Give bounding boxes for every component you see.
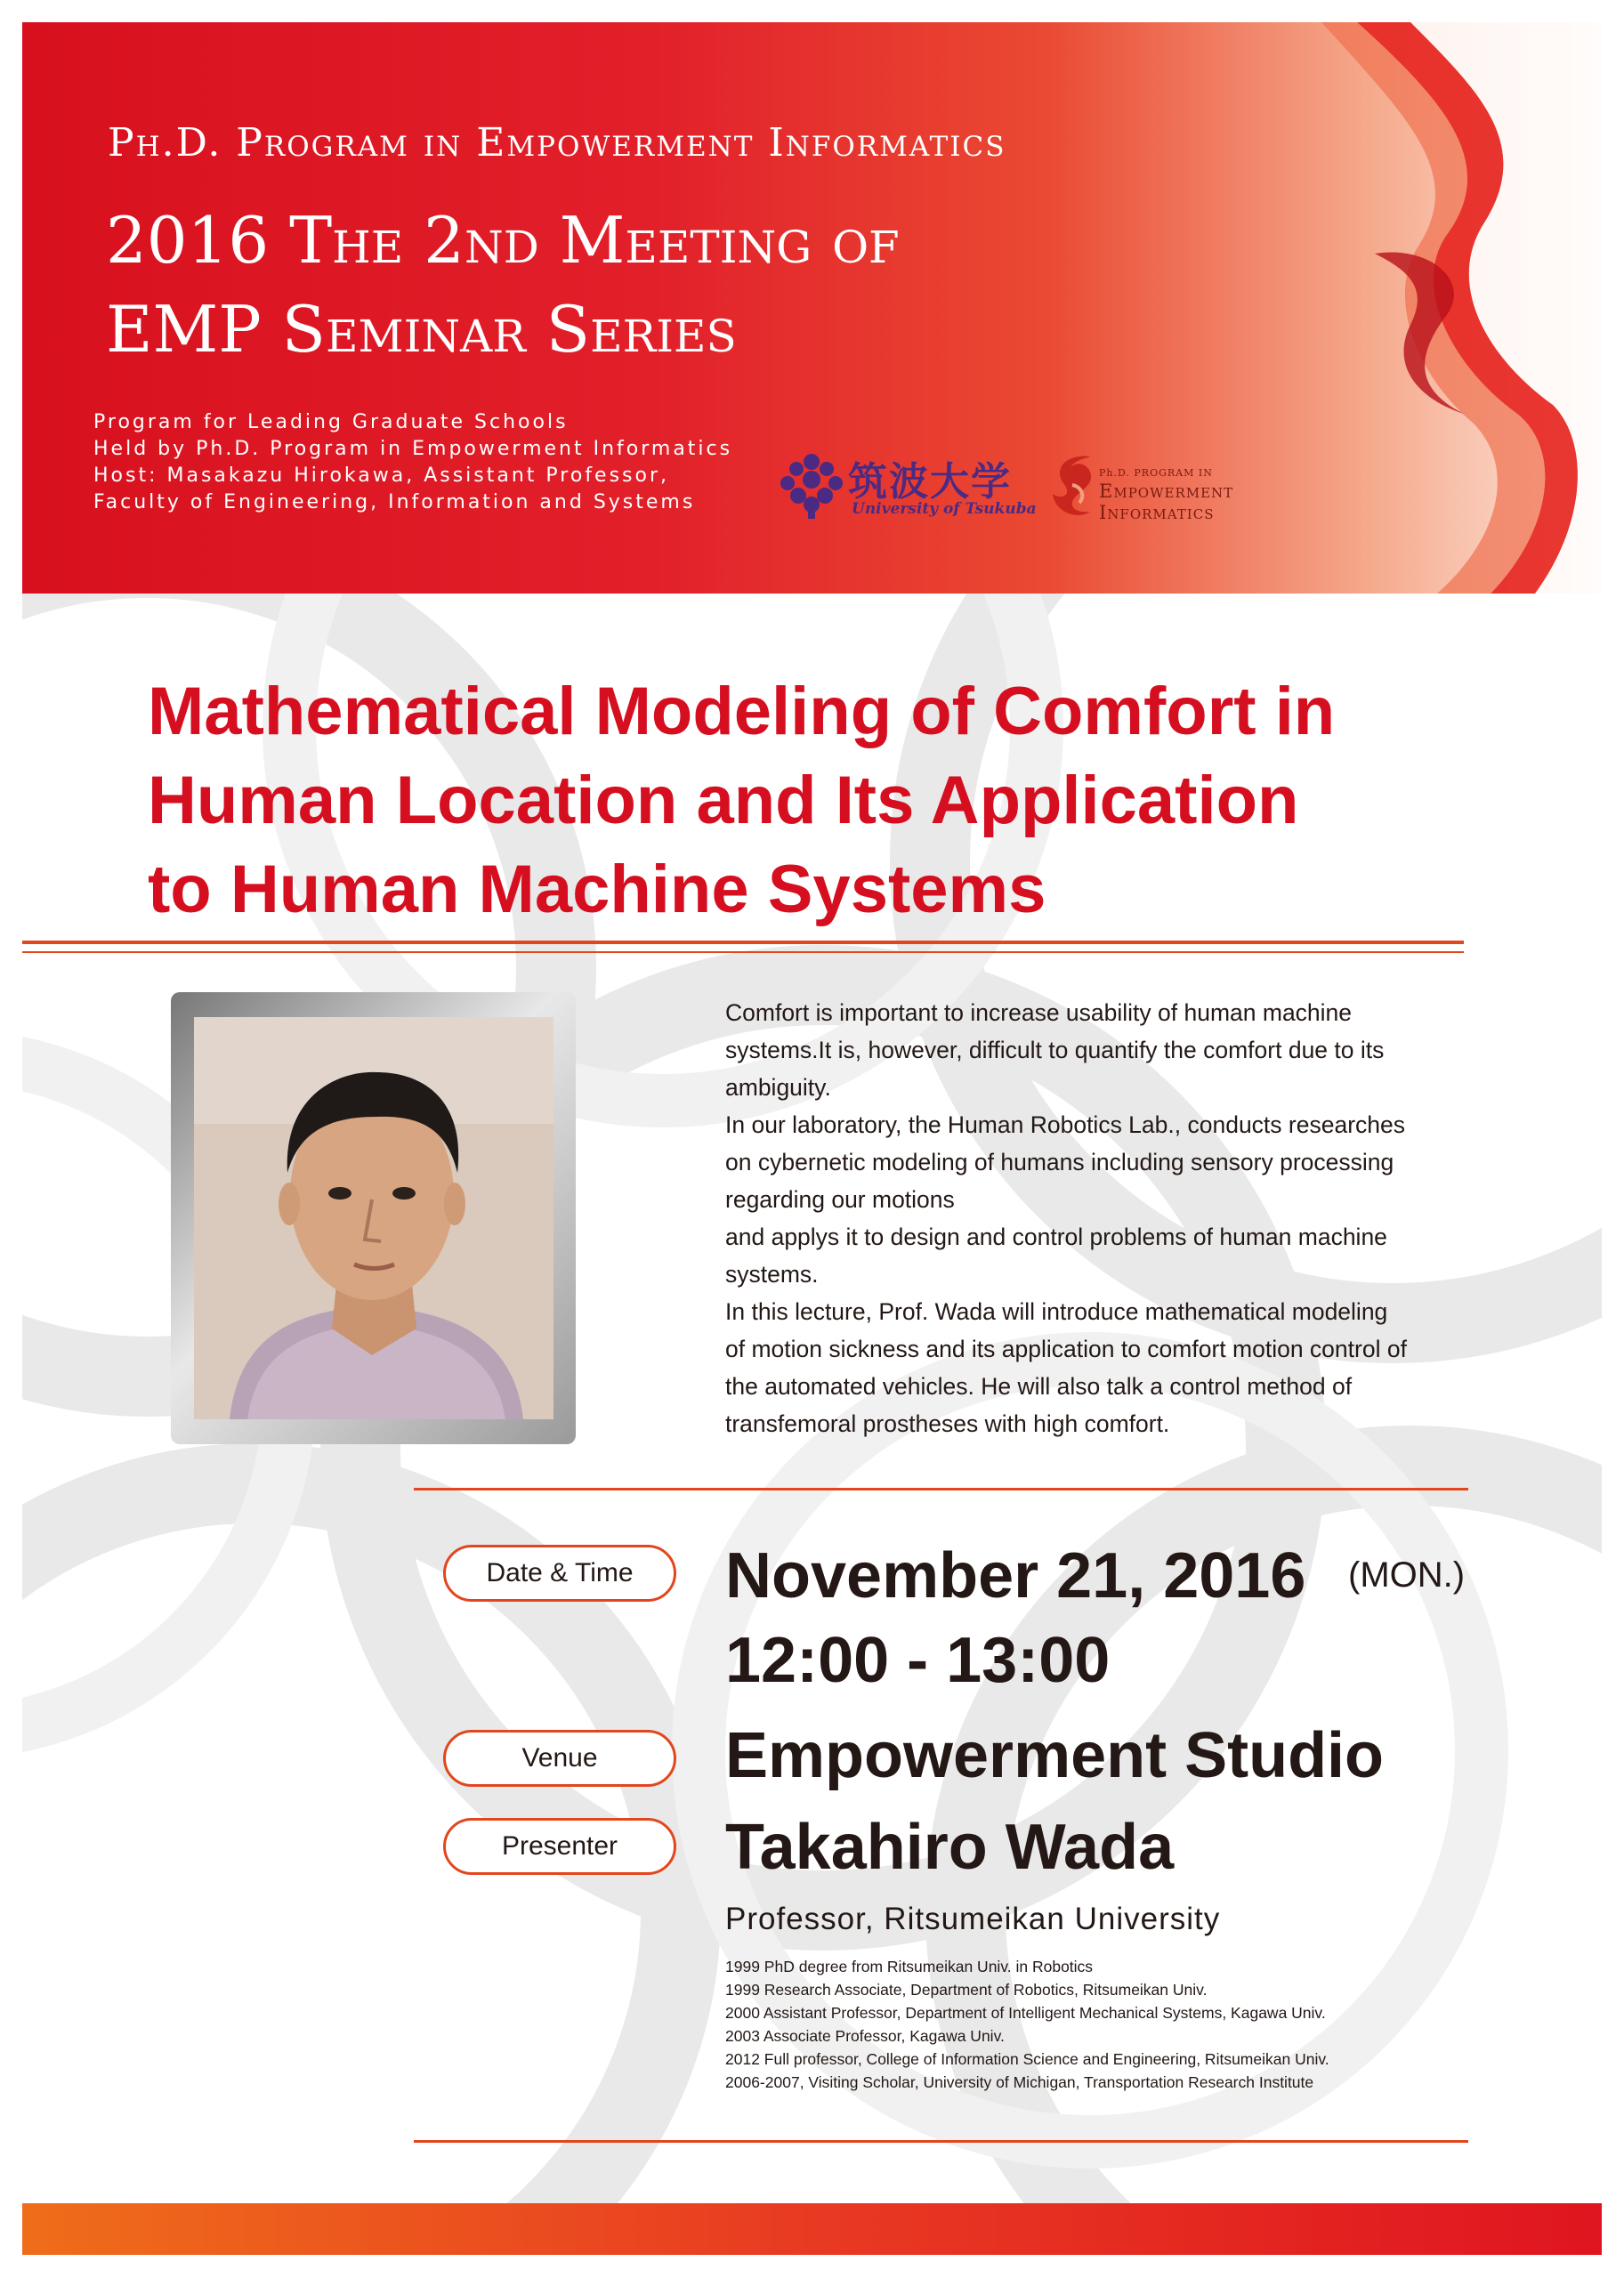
- talk-title: [148, 667, 1483, 934]
- university-of-tsukuba-logo: [779, 449, 1037, 529]
- abstract-line: the automated vehicles. He will also talk a control method of: [725, 1373, 1353, 1400]
- paulownia-emblem-icon: [779, 449, 845, 521]
- talk-title-line: Human Location and Its Application: [148, 763, 1299, 838]
- meeting-title-line: 2016 The 2nd Meeting of: [106, 203, 900, 278]
- title-rule-top: [22, 941, 1464, 944]
- empowerment-informatics-logo: [1046, 449, 1313, 529]
- event-time: 12:00 - 13:00: [725, 1625, 1111, 1696]
- talk-title-line: Mathematical Modeling of Comfort in: [148, 674, 1336, 749]
- tsukuba-logo-japanese: 筑波大学: [848, 459, 1012, 505]
- date-time-label: Date & Time: [443, 1545, 676, 1602]
- event-venue: Empowerment Studio: [725, 1720, 1385, 1791]
- abstract-line: In this lecture, Prof. Wada will introduce mathematical modeling: [725, 1298, 1388, 1325]
- host-info-line: Faculty of Engineering, Information and Systems: [93, 491, 696, 513]
- details-rule-bottom: [414, 2140, 1468, 2143]
- career-line: 1999 Research Associate, Department of Robotics, Ritsumeikan Univ.: [725, 1981, 1208, 1999]
- career-line: 2003 Associate Professor, Kagawa Univ.: [725, 2027, 1005, 2045]
- abstract-line: ambiguity.: [725, 1074, 831, 1101]
- event-day: (MON.): [1348, 1555, 1466, 1595]
- abstract-line: In our laboratory, the Human Robotics Lab., conducts researches: [725, 1111, 1405, 1138]
- emp-logo-line: Informatics: [1099, 502, 1215, 523]
- presenter-name: Takahiro Wada: [725, 1812, 1175, 1883]
- meeting-title-line: EMP Seminar Series: [106, 292, 737, 367]
- emp-logo-small-text: Ph.D. PROGRAM IN: [1099, 467, 1213, 479]
- emp-swirl-icon: [1046, 449, 1099, 525]
- abstract-line: of motion sickness and its application to comfort motion control of: [725, 1336, 1407, 1362]
- host-info-line: Held by Ph.D. Program in Empowerment Informatics: [93, 438, 733, 460]
- speaker-photo-frame: [171, 992, 576, 1444]
- abstract-line: and applys it to design and control problems of human machine: [725, 1224, 1387, 1250]
- speaker-photo: [194, 1017, 553, 1419]
- host-info: [93, 409, 732, 516]
- details-rule-top: [414, 1488, 1468, 1490]
- meeting-title: [106, 196, 1174, 374]
- abstract-line: regarding our motions: [725, 1186, 955, 1213]
- host-info-line: Host: Masakazu Hirokawa, Assistant Professor,: [93, 464, 670, 487]
- career-line: 2006-2007, Visiting Scholar, University of Michigan, Transportation Research Institute: [725, 2073, 1314, 2091]
- presenter-label: Presenter: [443, 1818, 676, 1875]
- presenter-affiliation: Professor, Ritsumeikan University: [725, 1902, 1221, 1936]
- talk-abstract: [725, 994, 1482, 1442]
- abstract-line: transfemoral prostheses with high comfort.: [725, 1410, 1170, 1437]
- host-info-line: Program for Leading Graduate Schools: [93, 411, 569, 433]
- presenter-career: [725, 1955, 1482, 2094]
- abstract-line: on cybernetic modeling of humans including sensory processing: [725, 1149, 1394, 1175]
- career-line: 1999 PhD degree from Ritsumeikan Univ. in Robotics: [725, 1958, 1094, 1975]
- talk-title-line: to Human Machine Systems: [148, 852, 1046, 927]
- career-line: 2000 Assistant Professor, Department of Intelligent Mechanical Systems, Kagawa Univ.: [725, 2004, 1326, 2022]
- tsukuba-logo-english: University of Tsukuba: [852, 500, 1037, 518]
- abstract-line: systems.It is, however, difficult to quantify the comfort due to its: [725, 1037, 1385, 1063]
- program-name: Ph.D. Program in Empowerment Informatics: [108, 120, 1006, 166]
- career-line: 2012 Full professor, College of Information Science and Engineering, Ritsumeikan Univ.: [725, 2050, 1329, 2068]
- speaker-portrait-image: [194, 1017, 553, 1419]
- abstract-line: Comfort is important to increase usability of human machine: [725, 999, 1353, 1026]
- title-rule-bottom: [22, 951, 1464, 953]
- event-date: November 21, 2016: [725, 1540, 1306, 1612]
- footer-bar: [22, 2203, 1602, 2255]
- venue-label: Venue: [443, 1730, 676, 1787]
- emp-logo-text: [1099, 481, 1313, 523]
- emp-logo-line: Empowerment: [1099, 481, 1234, 502]
- abstract-line: systems.: [725, 1261, 819, 1288]
